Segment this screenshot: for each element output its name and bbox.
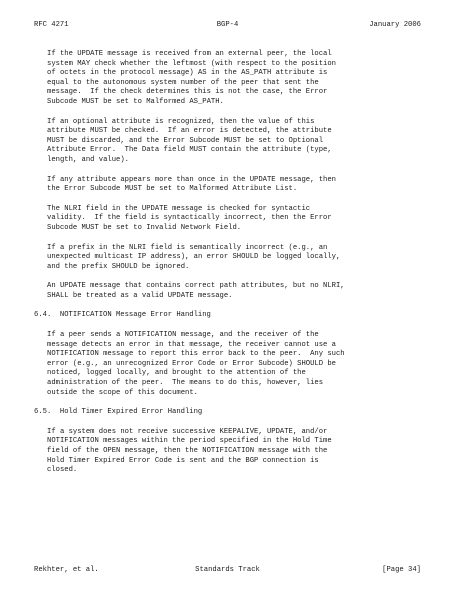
footer-status: Standards Track [195, 566, 260, 574]
paragraph [34, 205, 434, 234]
paragraph-line: message. If the check determines this is not the case, the Error [47, 88, 328, 97]
paragraph-line: attribute MUST be checked. If an error is detected, the attribute [47, 127, 332, 136]
paragraph-line: An UPDATE message that contains correct path attributes, but no NLRI, [47, 282, 345, 291]
paragraph-line: If an optional attribute is recognized, then the value of this [47, 117, 315, 126]
paragraph-line: NOTIFICATION message to report this error back to the peer. Any such [47, 350, 345, 359]
page-footer [34, 565, 421, 575]
paragraph-line: Attribute Error. The Data field MUST contain the attribute (type, [47, 146, 332, 155]
header-rfc-number: RFC 4271 [34, 21, 69, 29]
section-heading-notification-error: 6.4. NOTIFICATION Message Error Handling [34, 311, 211, 320]
paragraph-line: Subcode MUST be set to Invalid Network Field. [47, 223, 242, 232]
header-title: BGP-4 [216, 21, 239, 29]
header-date: January 2006 [369, 21, 421, 29]
paragraph [34, 118, 434, 166]
page-header [34, 20, 421, 30]
paragraph-line: validity. If the field is syntactically incorrect, then the Error [47, 214, 332, 223]
paragraph-line: the Error Subcode MUST be set to Malformed Attribute List. [47, 185, 298, 194]
paragraph-line: Hold Timer Expired Error Code is sent and the BGP connection is [47, 456, 319, 465]
paragraph-line: message detects an error in that message, the receiver cannot use a [47, 340, 336, 349]
paragraph [34, 244, 434, 273]
paragraph-line: and the prefix SHOULD be ignored. [47, 262, 190, 271]
paragraph-line: If a peer sends a NOTIFICATION message, and the receiver of the [47, 331, 319, 340]
paragraph-line: error (e.g., an unrecognized Error Code or Error Subcode) SHOULD be [47, 359, 336, 368]
paragraph-line: administration of the peer. The means to do this, however, lies [47, 379, 324, 388]
paragraph-notification-error [34, 331, 434, 398]
paragraph-line: SHALL be treated as a valid UPDATE message. [47, 291, 233, 300]
paragraph-line: outside the scope of this document. [47, 388, 198, 397]
paragraph-line: If any attribute appears more than once in the UPDATE message, then [47, 175, 336, 184]
paragraph [34, 176, 434, 195]
paragraph-line: length, and value). [47, 155, 129, 164]
paragraph-line: MUST be discarded, and the Error Subcode MUST be set to Optional [47, 136, 324, 145]
paragraph-line: system MAY check whether the leftmost (with respect to the position [47, 59, 336, 68]
paragraph-line: If a system does not receive successive KEEPALIVE, UPDATE, and/or [47, 427, 328, 436]
paragraph [34, 50, 434, 108]
paragraph-line: If the UPDATE message is received from an external peer, the local [47, 50, 332, 58]
paragraph-line: closed. [47, 466, 78, 475]
paragraph-line: of octets in the protocol message) AS in the AS_PATH attribute is [47, 69, 328, 78]
paragraph-line: NOTIFICATION messages within the period specified in the Hold Time [47, 437, 332, 446]
update-error-paragraphs [34, 50, 434, 301]
section-heading-hold-timer-error: 6.5. Hold Timer Expired Error Handling [34, 408, 203, 417]
paragraph-line: noticed, logged locally, and brought to the attention of the [47, 369, 306, 378]
footer-authors: Rekhter, et al. [34, 566, 99, 574]
paragraph-line: If a prefix in the NLRI field is semantically incorrect (e.g., an [47, 243, 328, 252]
paragraph [34, 282, 434, 301]
footer-page-number: [Page 34] [382, 566, 421, 574]
paragraph-line: equal to the autonomous system number of the peer that sent the [47, 78, 319, 87]
document-body [34, 50, 434, 486]
paragraph-line: Subcode MUST be set to Malformed AS_PATH. [47, 97, 224, 106]
paragraph-hold-timer-error [34, 428, 434, 476]
paragraph-line: The NLRI field in the UPDATE message is checked for syntactic [47, 204, 311, 213]
paragraph-line: field of the OPEN message, then the NOTIFICATION message with the [47, 447, 328, 455]
paragraph-line: unexpected multicast IP address), an error SHOULD be logged locally, [47, 253, 341, 262]
